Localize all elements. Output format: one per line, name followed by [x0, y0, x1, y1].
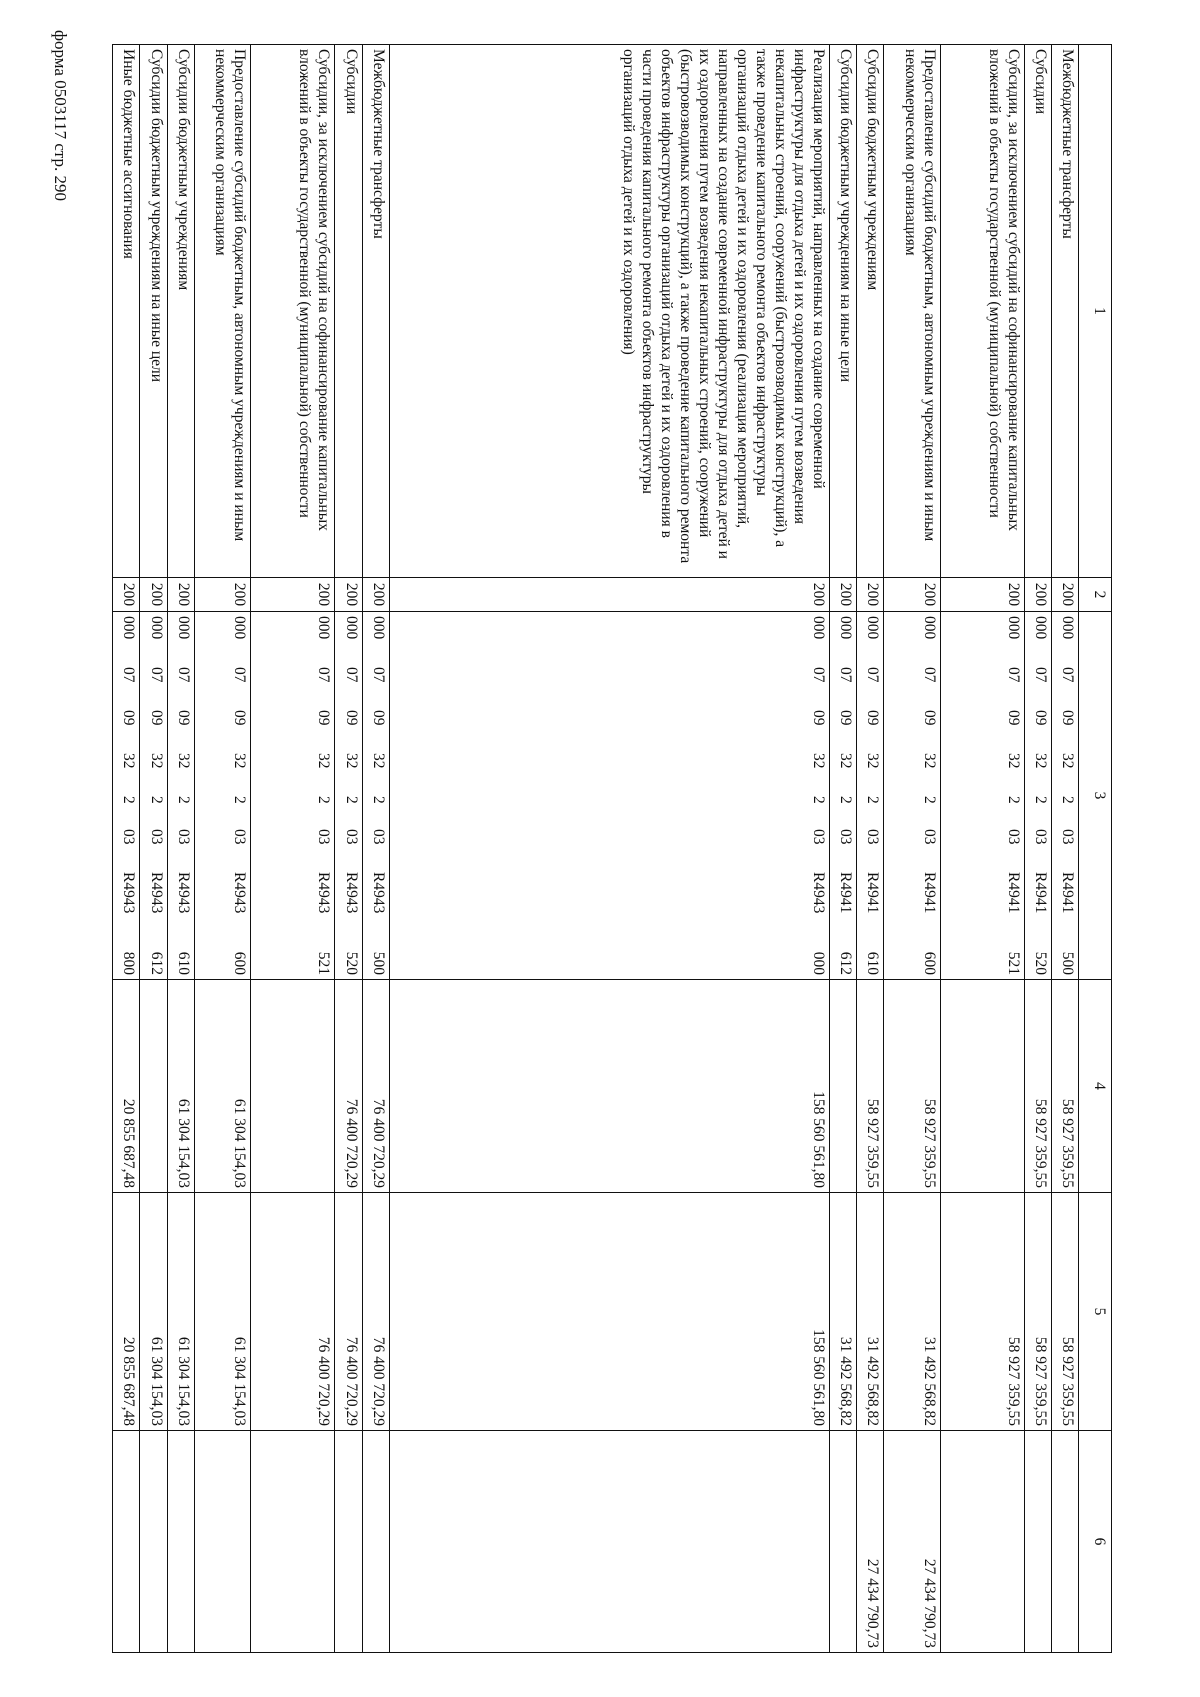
- budget-code-part: R4943: [174, 872, 192, 914]
- amount-cell-c5: 20 855 687,48: [113, 1193, 140, 1431]
- budget-code-part: 32: [315, 753, 333, 769]
- amount-cell-c4: 58 927 359,55: [884, 980, 941, 1193]
- budget-code-part: 07: [1059, 667, 1077, 683]
- amount-cell-c4: 158 560 561,80: [389, 980, 829, 1193]
- budget-code-part: 610: [864, 951, 882, 975]
- amount-cell-c6: [940, 1431, 1024, 1653]
- budget-code-part: 09: [1031, 710, 1049, 726]
- budget-code-part: 09: [174, 710, 192, 726]
- amount-cell-c4: 76 400 720,29: [335, 980, 362, 1193]
- budget-code-part: 612: [147, 951, 165, 975]
- budget-code-part: 2: [809, 796, 827, 804]
- budget-code-part: 07: [864, 667, 882, 683]
- line-code-cell: 200: [389, 578, 829, 612]
- line-code-cell: 200: [113, 578, 140, 612]
- budget-code-part: 07: [231, 667, 249, 683]
- budget-code: [1004, 612, 1023, 979]
- table-row: [940, 45, 1024, 1653]
- budget-code: [342, 612, 361, 979]
- budget-code-part: 612: [836, 951, 854, 975]
- budget-code-part: 03: [864, 829, 882, 845]
- budget-code-part: 03: [315, 829, 333, 845]
- row-name-cell: Субсидии, за исключением субсидий на софинансирование капитальных вложений в объекты государственной (муниципальной) собственности: [251, 45, 335, 578]
- budget-code-part: R4943: [369, 872, 387, 914]
- budget-code-part: 07: [147, 667, 165, 683]
- amount-cell-c6: 27 434 790,73: [884, 1431, 941, 1653]
- budget-code-cell: [140, 612, 167, 980]
- table-row: [167, 45, 194, 1653]
- budget-code-part: 000: [342, 616, 360, 640]
- amount-cell-c6: [829, 1431, 856, 1653]
- budget-code-part: 000: [231, 616, 249, 640]
- budget-code-part: 09: [809, 710, 827, 726]
- amount-cell-c5: 58 927 359,55: [940, 1193, 1024, 1431]
- amount-cell-c4: 61 304 154,03: [194, 980, 251, 1193]
- budget-code-part: 03: [174, 829, 192, 845]
- budget-code-part: 09: [120, 710, 138, 726]
- budget-code-part: R4941: [920, 872, 938, 914]
- budget-code-cell: [167, 612, 194, 980]
- header-cell: 2: [1079, 578, 1112, 612]
- budget-code-part: 09: [342, 710, 360, 726]
- budget-code-part: 2: [342, 796, 360, 804]
- budget-code-part: 07: [1031, 667, 1049, 683]
- amount-cell-c5: 76 400 720,29: [362, 1193, 389, 1431]
- budget-code-part: 09: [369, 710, 387, 726]
- budget-code-part: 32: [342, 753, 360, 769]
- row-name-cell: Иные бюджетные ассигнования: [113, 45, 140, 578]
- row-name-cell: Межбюджетные трансферты: [362, 45, 389, 578]
- line-code-cell: 200: [940, 578, 1024, 612]
- budget-code: [863, 612, 882, 979]
- budget-code-part: 03: [147, 829, 165, 845]
- amount-cell-c4: [940, 980, 1024, 1193]
- amount-cell-c4: [140, 980, 167, 1193]
- budget-code: [314, 612, 333, 979]
- budget-code-part: 32: [1059, 753, 1077, 769]
- budget-code-part: 520: [1031, 951, 1049, 975]
- budget-code-part: 03: [920, 829, 938, 845]
- budget-code-part: 03: [836, 829, 854, 845]
- table-row: [362, 45, 389, 1653]
- amount-cell-c6: [1051, 1431, 1078, 1653]
- form-label-text: форма 0503117 стр. 290: [51, 30, 70, 201]
- budget-code-cell: [1024, 612, 1051, 980]
- line-code-cell: 200: [251, 578, 335, 612]
- budget-code-cell: [362, 612, 389, 980]
- budget-code-part: 2: [1031, 796, 1049, 804]
- form-label: [40, 30, 100, 330]
- budget-code-part: R4941: [1004, 872, 1022, 914]
- budget-code-part: 09: [315, 710, 333, 726]
- amount-cell-c4: 58 927 359,55: [1024, 980, 1051, 1193]
- budget-code-part: 521: [315, 951, 333, 975]
- budget-code-part: 32: [174, 753, 192, 769]
- table-row: [251, 45, 335, 1653]
- budget-code-part: 09: [920, 710, 938, 726]
- line-code-cell: 200: [167, 578, 194, 612]
- amount-cell-c5: 31 492 568,82: [884, 1193, 941, 1431]
- budget-code-part: R4941: [1031, 872, 1049, 914]
- budget-code-cell: [940, 612, 1024, 980]
- budget-code-part: 000: [315, 616, 333, 640]
- amount-cell-c5: 76 400 720,29: [251, 1193, 335, 1431]
- amount-cell-c6: [389, 1431, 829, 1653]
- budget-code-part: 2: [864, 796, 882, 804]
- budget-code-part: 2: [369, 796, 387, 804]
- budget-code-part: 000: [369, 616, 387, 640]
- budget-code-cell: [856, 612, 883, 980]
- row-name-cell: Субсидии бюджетным учреждениям: [856, 45, 883, 578]
- amount-cell-c6: [335, 1431, 362, 1653]
- budget-code-part: 800: [120, 951, 138, 975]
- budget-code-part: 500: [1059, 951, 1077, 975]
- budget-code: [920, 612, 939, 979]
- budget-code-part: 000: [147, 616, 165, 640]
- line-code-cell: 200: [1051, 578, 1078, 612]
- table-row: [389, 45, 829, 1653]
- table-row: [884, 45, 941, 1653]
- budget-code-part: 520: [342, 951, 360, 975]
- budget-code-part: 32: [1004, 753, 1022, 769]
- header-cell: 6: [1079, 1431, 1112, 1653]
- budget-code-part: R4943: [120, 872, 138, 914]
- amount-cell-c6: [194, 1431, 251, 1653]
- budget-code-cell: [884, 612, 941, 980]
- row-name-cell: Субсидии бюджетным учреждениям на иные цели: [829, 45, 856, 578]
- header-cell: 4: [1079, 980, 1112, 1193]
- amount-cell-c5: 31 492 568,82: [829, 1193, 856, 1431]
- budget-code-cell: [194, 612, 251, 980]
- budget-code-part: 03: [369, 829, 387, 845]
- budget-code-part: 32: [147, 753, 165, 769]
- budget-code-part: 32: [809, 753, 827, 769]
- line-code-cell: 200: [335, 578, 362, 612]
- budget-code-part: 03: [231, 829, 249, 845]
- budget-code: [119, 612, 138, 979]
- budget-code-part: 2: [1059, 796, 1077, 804]
- budget-code-part: 32: [120, 753, 138, 769]
- budget-code-part: 600: [920, 951, 938, 975]
- budget-code-part: 2: [174, 796, 192, 804]
- budget-code-part: 03: [1031, 829, 1049, 845]
- budget-code: [809, 612, 828, 979]
- budget-code-part: 2: [920, 796, 938, 804]
- amount-cell-c6: [251, 1431, 335, 1653]
- table-row: [1024, 45, 1051, 1653]
- line-code-cell: 200: [884, 578, 941, 612]
- budget-code-part: 32: [1031, 753, 1049, 769]
- amount-cell-c5: 58 927 359,55: [1051, 1193, 1078, 1431]
- amount-cell-c6: [140, 1431, 167, 1653]
- budget-code-part: 2: [836, 796, 854, 804]
- amount-cell-c4: 76 400 720,29: [362, 980, 389, 1193]
- line-code-cell: 200: [1024, 578, 1051, 612]
- budget-code-part: 000: [120, 616, 138, 640]
- budget-code-cell: [1051, 612, 1078, 980]
- amount-cell-c6: [1024, 1431, 1051, 1653]
- header-cell: 5: [1079, 1193, 1112, 1431]
- budget-code: [230, 612, 249, 979]
- row-name-cell: Субсидии бюджетным учреждениям на иные цели: [140, 45, 167, 578]
- row-name-cell: Предоставление субсидий бюджетным, автономным учреждениям и иным некоммерческим организациям: [884, 45, 941, 578]
- budget-code-part: 610: [174, 951, 192, 975]
- budget-code: [174, 612, 193, 979]
- budget-code-part: 2: [147, 796, 165, 804]
- budget-code-part: 07: [342, 667, 360, 683]
- header-row: [1079, 45, 1112, 1653]
- budget-code-part: 521: [1004, 951, 1022, 975]
- budget-code-part: R4943: [147, 872, 165, 914]
- table-row: [140, 45, 167, 1653]
- amount-cell-c5: 61 304 154,03: [194, 1193, 251, 1431]
- amount-cell-c5: 61 304 154,03: [167, 1193, 194, 1431]
- budget-code-cell: [389, 612, 829, 980]
- amount-cell-c4: [251, 980, 335, 1193]
- budget-code: [369, 612, 388, 979]
- budget-code-part: 07: [809, 667, 827, 683]
- amount-cell-c5: 61 304 154,03: [140, 1193, 167, 1431]
- budget-code-part: 500: [369, 951, 387, 975]
- header-cell: 1: [1079, 45, 1112, 578]
- budget-code-part: 07: [315, 667, 333, 683]
- row-name-cell: Субсидии: [335, 45, 362, 578]
- budget-code: [1031, 612, 1050, 979]
- budget-code-part: 000: [809, 616, 827, 640]
- amount-cell-c5: 158 560 561,80: [389, 1193, 829, 1431]
- amount-cell-c5: 76 400 720,29: [335, 1193, 362, 1431]
- report-table: [112, 44, 1112, 1653]
- amount-cell-c4: 58 927 359,55: [856, 980, 883, 1193]
- budget-code-part: 000: [1004, 616, 1022, 640]
- budget-code: [836, 612, 855, 979]
- line-code-cell: 200: [140, 578, 167, 612]
- budget-code-part: 09: [836, 710, 854, 726]
- table-row: [113, 45, 140, 1653]
- budget-code-part: 07: [369, 667, 387, 683]
- budget-code-part: 03: [1004, 829, 1022, 845]
- table-row: [829, 45, 856, 1653]
- budget-code-part: 000: [809, 951, 827, 975]
- table-row: [335, 45, 362, 1653]
- budget-code-part: 000: [1031, 616, 1049, 640]
- budget-code-part: 000: [174, 616, 192, 640]
- report-table-container: [112, 44, 1112, 1652]
- budget-code-part: 03: [809, 829, 827, 845]
- budget-code-part: R4941: [836, 872, 854, 914]
- line-code-cell: 200: [856, 578, 883, 612]
- row-name-cell: Субсидии, за исключением субсидий на софинансирование капитальных вложений в объекты государственной (муниципальной) собственности: [940, 45, 1024, 578]
- budget-code-part: 000: [836, 616, 854, 640]
- line-code-cell: 200: [829, 578, 856, 612]
- row-name-cell: Предоставление субсидий бюджетным, автономным учреждениям и иным некоммерческим организациям: [194, 45, 251, 578]
- amount-cell-c6: [167, 1431, 194, 1653]
- budget-code-part: 000: [1059, 616, 1077, 640]
- budget-code-part: 07: [920, 667, 938, 683]
- budget-code-part: R4943: [342, 872, 360, 914]
- amount-cell-c5: 31 492 568,82: [856, 1193, 883, 1431]
- table-row: [856, 45, 883, 1653]
- budget-code-part: 000: [864, 616, 882, 640]
- budget-code-part: 03: [120, 829, 138, 845]
- budget-code-part: 2: [315, 796, 333, 804]
- budget-code-cell: [829, 612, 856, 980]
- budget-code-part: 2: [231, 796, 249, 804]
- budget-code-part: R4941: [1059, 872, 1077, 914]
- budget-code-part: 2: [120, 796, 138, 804]
- budget-code-part: 2: [1004, 796, 1022, 804]
- amount-cell-c4: 58 927 359,55: [1051, 980, 1078, 1193]
- budget-code-part: 09: [1004, 710, 1022, 726]
- amount-cell-c4: 61 304 154,03: [167, 980, 194, 1193]
- budget-code-part: 32: [920, 753, 938, 769]
- budget-code-part: 32: [836, 753, 854, 769]
- budget-code-part: 09: [1059, 710, 1077, 726]
- budget-code-part: R4943: [315, 872, 333, 914]
- budget-code-part: R4941: [864, 872, 882, 914]
- budget-code-part: 09: [231, 710, 249, 726]
- budget-code-part: 09: [864, 710, 882, 726]
- budget-code: [147, 612, 166, 979]
- budget-code-part: 32: [231, 753, 249, 769]
- report-page: [112, 44, 1112, 1652]
- budget-code-cell: [113, 612, 140, 980]
- row-name-cell: Межбюджетные трансферты: [1051, 45, 1078, 578]
- budget-code-cell: [251, 612, 335, 980]
- budget-code-part: 03: [1059, 829, 1077, 845]
- amount-cell-c6: [113, 1431, 140, 1653]
- line-code-cell: 200: [362, 578, 389, 612]
- budget-code-part: 600: [231, 951, 249, 975]
- table-row: [1051, 45, 1078, 1653]
- line-code-cell: 200: [194, 578, 251, 612]
- amount-cell-c5: 58 927 359,55: [1024, 1193, 1051, 1431]
- budget-code-part: 32: [369, 753, 387, 769]
- row-name-cell: Субсидии: [1024, 45, 1051, 578]
- budget-code-part: R4943: [809, 872, 827, 914]
- budget-code: [1058, 612, 1077, 979]
- amount-cell-c6: [362, 1431, 389, 1653]
- budget-code-part: 09: [147, 710, 165, 726]
- budget-code-part: 07: [836, 667, 854, 683]
- table-row: [194, 45, 251, 1653]
- row-name-cell: Реализация мероприятий, направленных на создание современной инфраструктуры для отдыха детей и их оздоровления путем возведения некапитальных строений, сооружений (быстровозводимых конструкций), а также проведение капитального ремонта объектов инфраструктуры организаций отдыха детей и их оздоровления (реализация мероприятий, направленных на создание современной инфраструктуры для отдыха детей и их оздоровления путем возведения некапитальных строений, сооружений (быстровозводимых конструкций), а также проведение капитального ремонта объектов инфраструктуры организаций отдыха детей и их оздоровления в части проведения капитального ремонта объектов инфраструктуры организаций отдыха детей и их оздоровления): [389, 45, 829, 578]
- budget-code-part: R4943: [231, 872, 249, 914]
- budget-code-part: 07: [120, 667, 138, 683]
- header-cell: 3: [1079, 612, 1112, 980]
- budget-code-part: 07: [174, 667, 192, 683]
- budget-code-cell: [335, 612, 362, 980]
- budget-code-part: 03: [342, 829, 360, 845]
- budget-code-part: 07: [1004, 667, 1022, 683]
- amount-cell-c6: 27 434 790,73: [856, 1431, 883, 1653]
- amount-cell-c4: 20 855 687,48: [113, 980, 140, 1193]
- budget-code-part: 000: [920, 616, 938, 640]
- row-name-cell: Субсидии бюджетным учреждениям: [167, 45, 194, 578]
- amount-cell-c4: [829, 980, 856, 1193]
- budget-code-part: 32: [864, 753, 882, 769]
